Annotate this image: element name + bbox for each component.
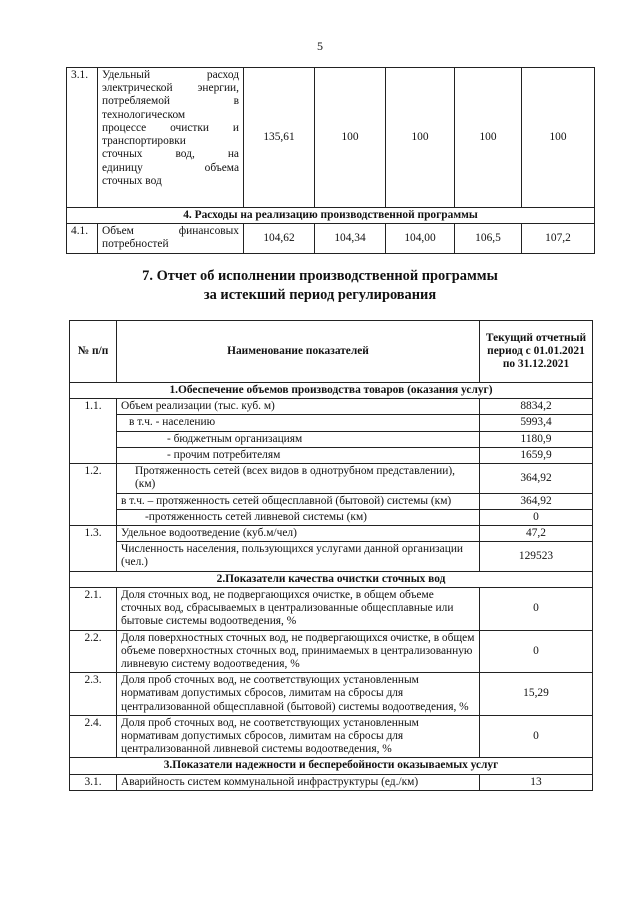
table-row [70, 587, 593, 630]
table-row [70, 464, 593, 493]
value-cell: 100 [522, 68, 595, 208]
value-cell: 13 [480, 774, 593, 790]
indicator-name: Удельный расход электрической энергии, потребляемой в технологическом процессе очистки и транспортировки сточных вод, на единицу объема сточных вод [98, 68, 244, 208]
section-row [70, 571, 593, 587]
value-cell: 129523 [480, 542, 593, 571]
table-row [70, 415, 593, 431]
value-cell: 104,62 [244, 224, 315, 253]
section-row [67, 208, 595, 224]
indicator-name: - бюджетным организациям [117, 431, 480, 447]
header-num: № п/п [70, 321, 117, 383]
table-row [70, 542, 593, 571]
indicator-name: - прочим потребителям [117, 447, 480, 463]
report-title-line1: 7. Отчет об исполнении производственной программы [142, 268, 498, 284]
value-cell: 100 [386, 68, 455, 208]
value-cell: 47,2 [480, 525, 593, 541]
table-row [70, 630, 593, 673]
row-number: 3.1. [70, 774, 117, 790]
section-row [70, 383, 593, 399]
indicator-name: Доля проб сточных вод, не соответствующих установленным нормативам допустимых сбросов, лимитам на сбросы для централизованной общесплавной (бытовой) системы водоотведения, % [117, 673, 480, 716]
value-cell: 1180,9 [480, 431, 593, 447]
indicator-name: Численность населения, пользующихся услугами данной организации (чел.) [117, 542, 480, 571]
value-cell: 100 [455, 68, 522, 208]
value-cell: 135,61 [244, 68, 315, 208]
section-heading: 3.Показатели надежности и бесперебойности оказываемых услуг [70, 758, 593, 774]
row-number: 1.2. [70, 464, 117, 526]
indicator-name: -протяженность сетей ливневой системы (км) [117, 509, 480, 525]
value-cell: 0 [480, 587, 593, 630]
table-row [67, 68, 595, 208]
page-number: 5 [317, 39, 323, 53]
table-row [70, 715, 593, 758]
value-cell: 104,00 [386, 224, 455, 253]
indicator-name: Доля поверхностных сточных вод, не подвергающихся очистке, в общем объеме поверхностных сточных вод, принимаемых в централизованную ливневую систему водоотведения, % [117, 630, 480, 673]
section-row [70, 758, 593, 774]
indicator-name: Удельное водоотведение (куб.м/чел) [117, 525, 480, 541]
table-row [70, 447, 593, 463]
section-heading: 4. Расходы на реализацию производственной программы [67, 208, 595, 224]
indicator-name: в т.ч. - населению [117, 415, 480, 431]
row-number: 4.1. [67, 224, 98, 253]
row-number: 1.3. [70, 525, 117, 571]
indicator-name: Протяженность сетей (всех видов в однотрубном представлении), (км) [117, 464, 480, 493]
table-row [67, 224, 595, 253]
row-number: 1.1. [70, 399, 117, 464]
header-period: Текущий отчетный период с 01.01.2021 по 31.12.2021 [480, 321, 593, 383]
value-cell: 0 [480, 630, 593, 673]
table-row [70, 431, 593, 447]
row-number: 3.1. [67, 68, 98, 208]
section-heading: 2.Показатели качества очистки сточных вод [70, 571, 593, 587]
value-cell: 8834,2 [480, 399, 593, 415]
indicator-name: Аварийность систем коммунальной инфраструктуры (ед./км) [117, 774, 480, 790]
table-row [70, 673, 593, 716]
indicator-name: Объем реализации (тыс. куб. м) [117, 399, 480, 415]
row-number: 2.4. [70, 715, 117, 758]
indicator-name: Доля проб сточных вод, не соответствующих установленным нормативам допустимых сбросов, лимитам на сбросы для централизованной ливневой системы водоотведения, % [117, 715, 480, 758]
value-cell: 0 [480, 509, 593, 525]
indicator-name: в т.ч. – протяженность сетей общесплавной (бытовой) системы (км) [117, 493, 480, 509]
header-row [70, 321, 593, 383]
table-row [70, 525, 593, 541]
value-cell: 107,2 [522, 224, 595, 253]
table-row [70, 774, 593, 790]
section-heading: 1.Обеспечение объемов производства товаров (оказания услуг) [70, 383, 593, 399]
value-cell: 1659,9 [480, 447, 593, 463]
row-number: 2.1. [70, 587, 117, 630]
value-cell: 104,34 [315, 224, 386, 253]
value-cell: 106,5 [455, 224, 522, 253]
value-cell: 0 [480, 715, 593, 758]
table-row [70, 509, 593, 525]
value-cell: 364,92 [480, 464, 593, 493]
row-number: 2.3. [70, 673, 117, 716]
row-number: 2.2. [70, 630, 117, 673]
report-table [69, 320, 593, 791]
indicator-name: Доля сточных вод, не подвергающихся очистке, в общем объеме сточных вод, сбрасываемых в централизованные общесплавные или бытовые системы водоотведения, % [117, 587, 480, 630]
header-name: Наименование показателей [117, 321, 480, 383]
continuation-table [66, 67, 595, 254]
indicator-name: Объем финансовых потребностей [98, 224, 244, 253]
value-cell: 5993,4 [480, 415, 593, 431]
value-cell: 15,29 [480, 673, 593, 716]
table-row [70, 399, 593, 415]
value-cell: 100 [315, 68, 386, 208]
value-cell: 364,92 [480, 493, 593, 509]
table-row [70, 493, 593, 509]
report-title-line2: за истекший период регулирования [203, 287, 437, 303]
